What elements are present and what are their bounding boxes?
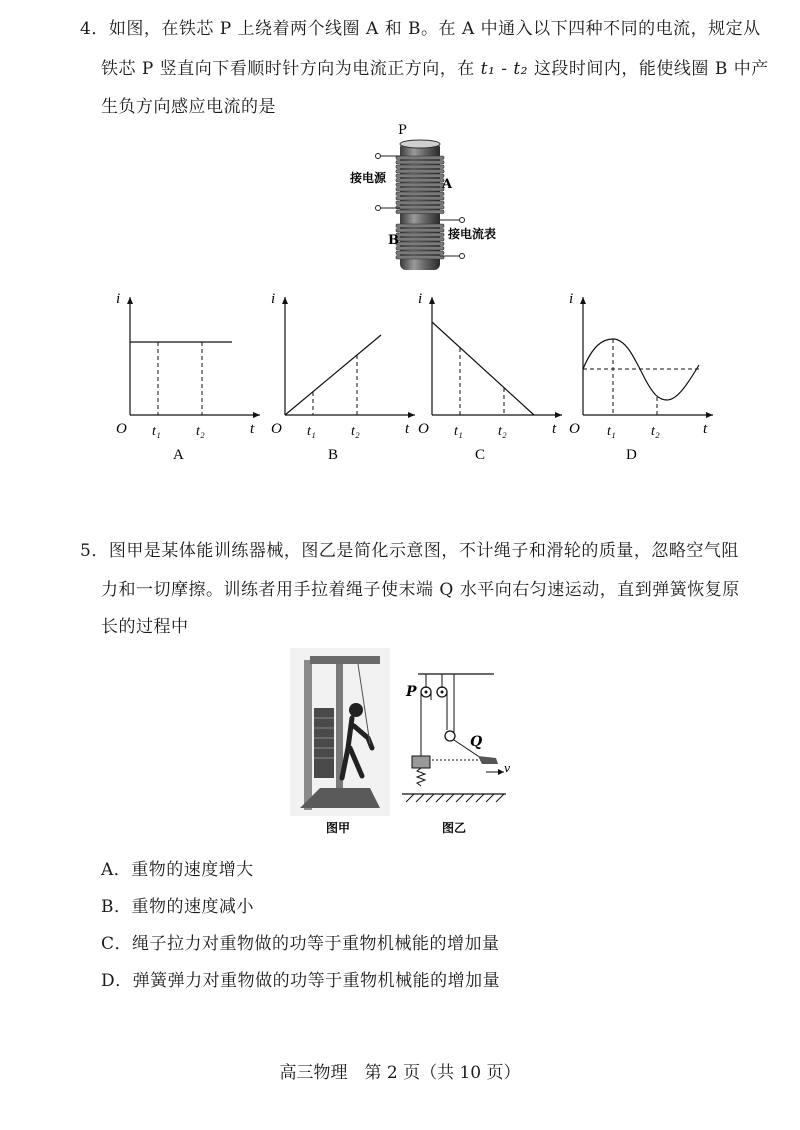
q5-option-a: A．重物的速度增大 <box>101 860 254 880</box>
machine-frame-left <box>304 660 312 810</box>
coil-a-label: A <box>442 177 453 192</box>
y-axis-arrow <box>282 297 288 304</box>
origin-label: O <box>418 421 429 437</box>
fig-yi-label: 图乙 <box>442 821 467 835</box>
current-line <box>432 322 534 415</box>
q4-line-2-t: t₁ - t₂ <box>480 59 529 79</box>
coil-turn <box>396 206 444 210</box>
coil-turn <box>396 197 444 201</box>
t1-label: t₁ <box>454 424 463 439</box>
trainer-head <box>349 703 363 717</box>
y-axis-arrow <box>127 297 133 304</box>
option-label: D <box>626 447 637 463</box>
graph-a <box>110 285 270 465</box>
coil-turn <box>396 183 444 187</box>
t2-label: t₂ <box>351 424 360 439</box>
power-label: 接电源 <box>350 171 387 185</box>
coil-turn <box>396 238 444 242</box>
coil-turn <box>396 174 444 178</box>
meter-label: 接电流表 <box>448 227 497 241</box>
figure-yi-diagram <box>398 660 518 838</box>
core-label: P <box>398 123 407 138</box>
q4-line-2-pre: 铁芯 P 竖直向下看顺时针方向为电流正方向，在 <box>101 59 481 79</box>
t1-label: t₁ <box>152 424 161 439</box>
coil-turn <box>396 156 444 160</box>
coil-b-label: B <box>388 233 399 248</box>
t1-label: t₁ <box>307 424 316 439</box>
q5-line-2: 力和一切摩擦。训练者用手拉着绳子使末端 Q 水平向右匀速运动，直到弹簧恢复原 <box>101 580 740 600</box>
axis-x-label: t <box>405 421 410 437</box>
power-terminal-bottom <box>376 206 381 211</box>
q5-option-c: C．绳子拉力对重物做的功等于重物机械能的增加量 <box>101 934 500 954</box>
coil-turn <box>396 251 444 255</box>
axis-y-label: i <box>418 291 423 307</box>
q4-line-2-post: 这段时间内，能使线圈 B 中产 <box>528 59 769 79</box>
x-axis-arrow <box>555 412 562 418</box>
option-label: C <box>475 447 486 463</box>
label-Q: Q <box>470 734 483 750</box>
power-terminal-top <box>376 154 381 159</box>
machine-top-beam <box>310 656 380 664</box>
coil-turn <box>396 210 444 214</box>
x-axis-arrow <box>253 412 260 418</box>
axis-x-label: t <box>552 421 557 437</box>
movable-pulley <box>445 731 455 741</box>
q5-option-d: D．弹簧弹力对重物做的功等于重物机械能的增加量 <box>101 971 501 991</box>
coil-turn <box>396 192 444 196</box>
axis-x-label: t <box>703 421 708 437</box>
coil-turn <box>396 242 444 246</box>
origin-label: O <box>569 421 580 437</box>
t2-label: t₂ <box>196 424 205 439</box>
q4-line-1: 4．如图，在铁芯 P 上绕着两个线圈 A 和 B。在 A 中通入以下四种不同的电流，规定从 <box>80 19 761 39</box>
t2-label: t₂ <box>498 424 507 439</box>
t1-label: t₁ <box>607 424 616 439</box>
graph-b <box>265 285 425 465</box>
meter-terminal-bottom <box>460 254 465 259</box>
spring <box>417 768 425 786</box>
axis-y-label: i <box>569 291 574 307</box>
option-label: B <box>328 447 339 463</box>
current-line <box>285 335 381 415</box>
coil-turn <box>396 247 444 251</box>
machine-frame-mid <box>336 656 343 806</box>
q4-line-3: 生负方向感应电流的是 <box>101 97 276 117</box>
page-footer: 高三物理 第 2 页（共 10 页） <box>279 1063 521 1083</box>
axis-x-label: t <box>250 421 255 437</box>
q5-line-3: 长的过程中 <box>101 617 189 637</box>
q5-option-b: B．重物的速度减小 <box>101 897 254 917</box>
fig-jia-label: 图甲 <box>326 821 351 835</box>
figure-jia-machine <box>290 648 390 838</box>
q5-line-1: 5．图甲是某体能训练器械，图乙是简化示意图，不计绳子和滑轮的质量，忽略空气阻 <box>80 541 739 561</box>
coil-turn <box>396 188 444 192</box>
x-axis-arrow <box>706 412 713 418</box>
coil-turn <box>396 224 444 228</box>
ground-hatch <box>406 794 504 802</box>
coil-turn <box>396 170 444 174</box>
core-top <box>400 140 440 148</box>
graph-d <box>563 285 723 465</box>
coil-turn <box>396 179 444 183</box>
origin-label: O <box>116 421 127 437</box>
graph-c <box>412 285 572 465</box>
weight-block <box>412 756 430 768</box>
coil-turn <box>396 165 444 169</box>
y-axis-arrow <box>580 297 586 304</box>
t2-label: t₂ <box>651 424 660 439</box>
coil-turn <box>396 233 444 237</box>
axis-y-label: i <box>116 291 121 307</box>
label-P: P <box>406 684 417 700</box>
coil-turn <box>396 201 444 205</box>
y-axis-arrow <box>429 297 435 304</box>
axis-y-label: i <box>271 291 276 307</box>
coil-figure <box>330 120 510 280</box>
coil-turn <box>396 161 444 165</box>
coil-turn <box>396 229 444 233</box>
option-label: A <box>173 447 184 463</box>
coil-turn <box>396 256 444 260</box>
origin-label: O <box>271 421 282 437</box>
meter-terminal-top <box>460 218 465 223</box>
pulley-2-axle <box>441 691 444 694</box>
q4-line-2 <box>101 54 769 79</box>
hand-icon <box>478 756 498 764</box>
pulley-1-axle <box>425 691 428 694</box>
label-v: v <box>504 762 511 775</box>
